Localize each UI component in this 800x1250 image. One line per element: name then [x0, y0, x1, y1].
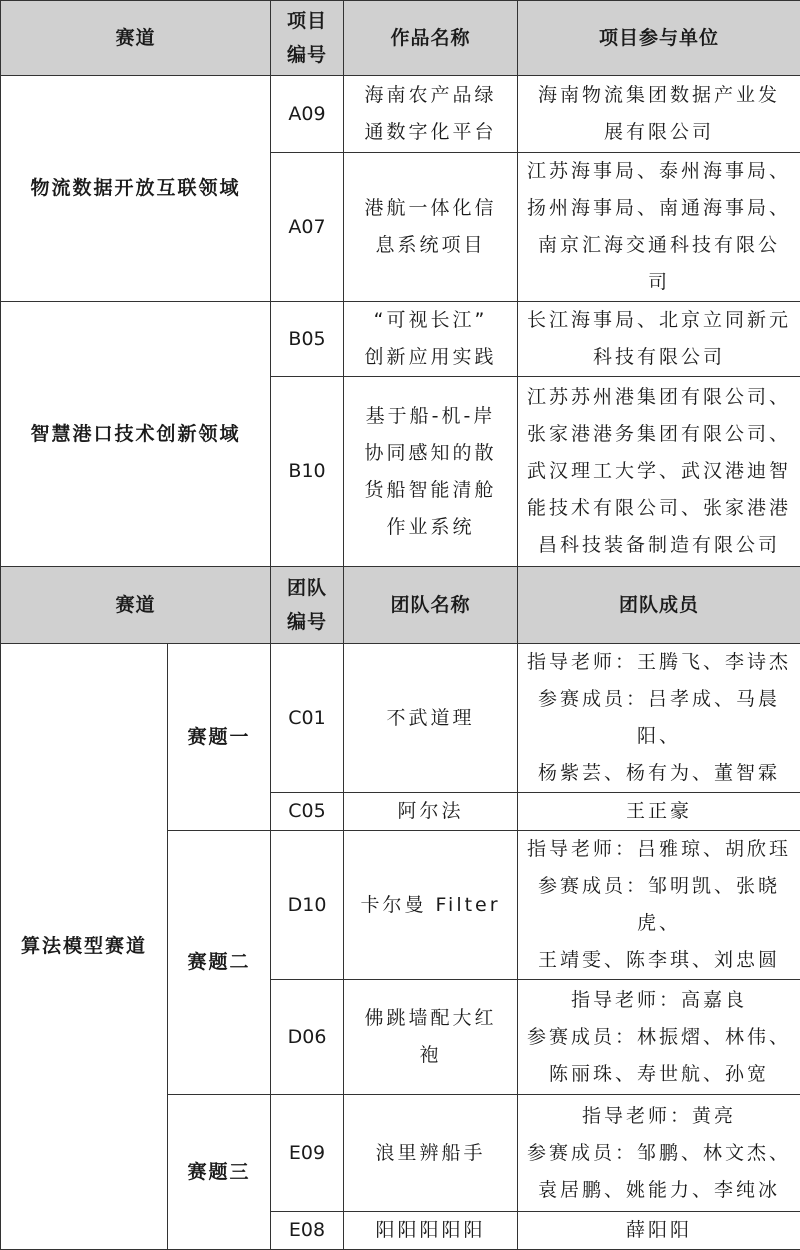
- team-name: 卡尔曼 Filter: [344, 831, 518, 980]
- team-name: 佛跳墙配大红 袍: [344, 980, 518, 1095]
- header-track: 赛道: [1, 1, 271, 76]
- work-name: “可视长江” 创新应用实践: [344, 302, 518, 377]
- header-row: [1, 567, 800, 644]
- team-code: E08: [271, 1212, 344, 1250]
- header-unit: 项目参与单位: [518, 1, 800, 76]
- team-members: 指导老师：高嘉良 参赛成员：林振熠、林伟、 陈丽珠、寿世航、孙宽: [518, 980, 800, 1095]
- team-name: 浪里辨船手: [344, 1095, 518, 1212]
- track-name: 算法模型赛道: [1, 644, 168, 1250]
- project-code: B10: [271, 377, 344, 567]
- team-members: 指导老师：王腾飞、李诗杰 参赛成员：吕孝成、马晨阳、 杨紫芸、杨有为、董智霖: [518, 644, 800, 793]
- team-code: C05: [271, 793, 344, 831]
- unit: 长江海事局、北京立同新元 科技有限公司: [518, 302, 800, 377]
- team-name: 阿尔法: [344, 793, 518, 831]
- team-code: C01: [271, 644, 344, 793]
- header-work: 作品名称: [344, 1, 518, 76]
- team-name: 阳阳阳阳阳: [344, 1212, 518, 1250]
- table-row: [1, 302, 800, 377]
- unit: 海南物流集团数据产业发 展有限公司: [518, 76, 800, 153]
- unit: 江苏海事局、泰州海事局、 扬州海事局、南通海事局、 南京汇海交通科技有限公 司: [518, 153, 800, 302]
- work-name: 港航一体化信 息系统项目: [344, 153, 518, 302]
- team-members: 薛阳阳: [518, 1212, 800, 1250]
- team-members: 指导老师：黄亮 参赛成员：邹鹏、林文杰、 袁居鹏、姚能力、李纯冰: [518, 1095, 800, 1212]
- team-members: 指导老师：吕雅琼、胡欣珏 参赛成员：邹明凯、张晓虎、 王靖雯、陈李琪、刘忠圆: [518, 831, 800, 980]
- topic-name: 赛题一: [168, 644, 271, 831]
- team-members: 王正豪: [518, 793, 800, 831]
- header-track: 赛道: [1, 567, 271, 644]
- work-name: 基于船-机-岸 协同感知的散 货船智能清舱 作业系统: [344, 377, 518, 567]
- topic-name: 赛题二: [168, 831, 271, 1095]
- team-code: D10: [271, 831, 344, 980]
- table-row: [1, 76, 800, 153]
- team-code: E09: [271, 1095, 344, 1212]
- team-code: D06: [271, 980, 344, 1095]
- header-members: 团队成员: [518, 567, 800, 644]
- project-code: A09: [271, 76, 344, 153]
- topic-name: 赛题三: [168, 1095, 271, 1250]
- header-code: 项目 编号: [271, 1, 344, 76]
- track-name: 智慧港口技术创新领域: [1, 302, 271, 567]
- track-name: 物流数据开放互联领域: [1, 76, 271, 302]
- work-name: 海南农产品绿 通数字化平台: [344, 76, 518, 153]
- project-code: A07: [271, 153, 344, 302]
- header-row: [1, 1, 800, 76]
- header-code: 团队 编号: [271, 567, 344, 644]
- project-code: B05: [271, 302, 344, 377]
- header-team: 团队名称: [344, 567, 518, 644]
- team-name: 不武道理: [344, 644, 518, 793]
- table-row: [1, 644, 800, 793]
- unit: 江苏苏州港集团有限公司、 张家港港务集团有限公司、 武汉理工大学、武汉港迪智 能技术有限公司、张家港港 昌科技装备制造有限公司: [518, 377, 800, 567]
